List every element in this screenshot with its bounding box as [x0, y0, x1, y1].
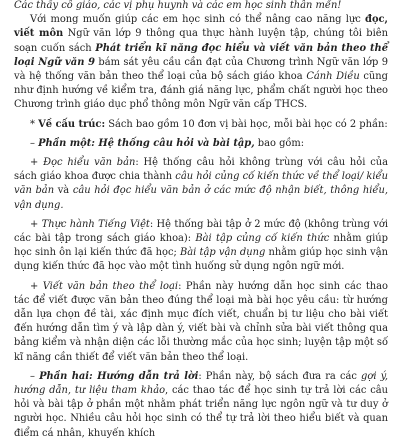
- greeting-line: [14, 0, 388, 13]
- plus-icon: +: [30, 157, 44, 169]
- structure-paragraph: [14, 118, 388, 132]
- intro-text-g: cũng như định hướng về kiểm tra, đánh giá năng lực, phẩm chất người học theo Chương trình giáo dục phổ thông môn Ngữ văn cấp THCS.: [14, 71, 388, 111]
- dash-icon: –: [30, 137, 39, 149]
- dash-icon: –: [30, 370, 40, 382]
- plus-icon: +: [30, 280, 43, 292]
- reading-text-a: : Hệ thống câu hỏi không trùng với câu hỏi của sách giáo khoa được chia thành: [14, 157, 388, 183]
- textbook-series-name: Cánh Diều: [306, 71, 360, 83]
- reading-text-b: câu hỏi củng cố kiến thức về thể loại/ kiểu văn bản: [14, 171, 388, 197]
- part-two-paragraph: [14, 370, 388, 441]
- book-title: Phát triển kĩ năng đọc hiểu và viết văn bản theo thể loại Ngữ văn 9: [14, 42, 388, 68]
- reading-paragraph: [14, 156, 388, 213]
- part-two-text-a: : Phần này, bộ sách đưa ra các: [198, 370, 362, 382]
- plus-icon: +: [30, 218, 42, 230]
- writing-label: Viết văn bản theo thể loại: [42, 280, 179, 292]
- intro-text-a: Với mong muốn giúp các em học sinh có thể nâng cao năng lực: [30, 14, 366, 26]
- structure-label: Về cấu trúc:: [38, 118, 106, 130]
- part-one-heading: [14, 137, 388, 151]
- reading-text-c: và: [54, 185, 73, 197]
- structure-text: Sách bao gồm 10 đơn vị bài học, mỗi bài học có 2 phần:: [105, 118, 388, 130]
- reading-text-d: câu hỏi đọc hiểu văn bản ở các mức độ nhận biết, thông hiểu, vận dụng.: [14, 185, 388, 211]
- intro-bold-skills: đọc, viết môn: [14, 14, 388, 40]
- part-two-text-c: , các thao tác để học sinh tự trả lời các câu hỏi và bài tập ở phần một nhằm phát triển năng lực ngôn ngữ và tư duy ở người học. Nhiều câu hỏi học sinh có thể tự trả lời theo hiểu biết và quan điểm cá nhân, khuyến khích: [14, 385, 388, 439]
- greeting-text: Các thầy cô giáo, các vị phụ huynh và các em học sinh thân mến!: [14, 0, 342, 11]
- part-one-title: Phần một: Hệ thống câu hỏi và bài tập,: [38, 137, 255, 149]
- part-two-title: Phần hai: Hướng dẫn trả lời: [39, 370, 199, 382]
- part-one-tail: bao gồm:: [254, 137, 305, 149]
- intro-paragraph: [14, 13, 388, 112]
- part-two-text-b: gợi ý, hướng dẫn, tư liệu tham khảo: [14, 370, 389, 397]
- vietnamese-practice-label: Thực hành Tiếng Việt: [41, 218, 150, 230]
- vietnamese-practice-text-a: : Hệ thống bài tập ở 2 mức độ (không trùng với các bài tập trong sách giáo khoa):: [14, 218, 388, 245]
- writing-text: : Phần này hướng dẫn học sinh các thao tác để viết được văn bản theo đúng thể loại mà bài học yêu cầu: từ hướng dẫn lựa chọn đề tài, xác định mục đích viết, chuẩn bị tư liệu cho bài viết đến hướng dẫn tìm ý và lập dàn ý, viết bài và chỉnh sửa bài viết thông qua bảng kiểm và nhận diện các lỗi thường mắc của học sinh; luyện tập một số kĩ năng cần thiết để viết văn bản theo thể loại.: [14, 280, 388, 363]
- vietnamese-practice-text-d: Bài tập vận dụng: [180, 247, 266, 259]
- vietnamese-practice-text-b: Bài tập củng cố kiến thức: [195, 233, 330, 245]
- bullet-icon: *: [30, 118, 39, 130]
- intro-text-e: bám sát yêu cầu cần đạt của Chương trình Ngữ văn lớp 9 và hệ thống văn bản theo thể loại của bộ sách giáo khoa: [14, 56, 389, 83]
- vietnamese-practice-paragraph: [14, 218, 388, 275]
- intro-text-c: Ngữ văn lớp 9 thông qua thực hành luyện tập, chúng tôi biên soạn cuốn sách: [14, 28, 388, 54]
- writing-paragraph: [14, 280, 388, 365]
- vietnamese-practice-text-e: nhằm giúp học sinh vận dụng kiến thức đã học vào một tình huống sử dụng ngôn ngữ mới.: [14, 247, 388, 273]
- vietnamese-practice-text-c: nhằm giúp học sinh ôn lại kiến thức đã học;: [14, 233, 388, 259]
- reading-label: Đọc hiểu văn bản: [43, 157, 136, 169]
